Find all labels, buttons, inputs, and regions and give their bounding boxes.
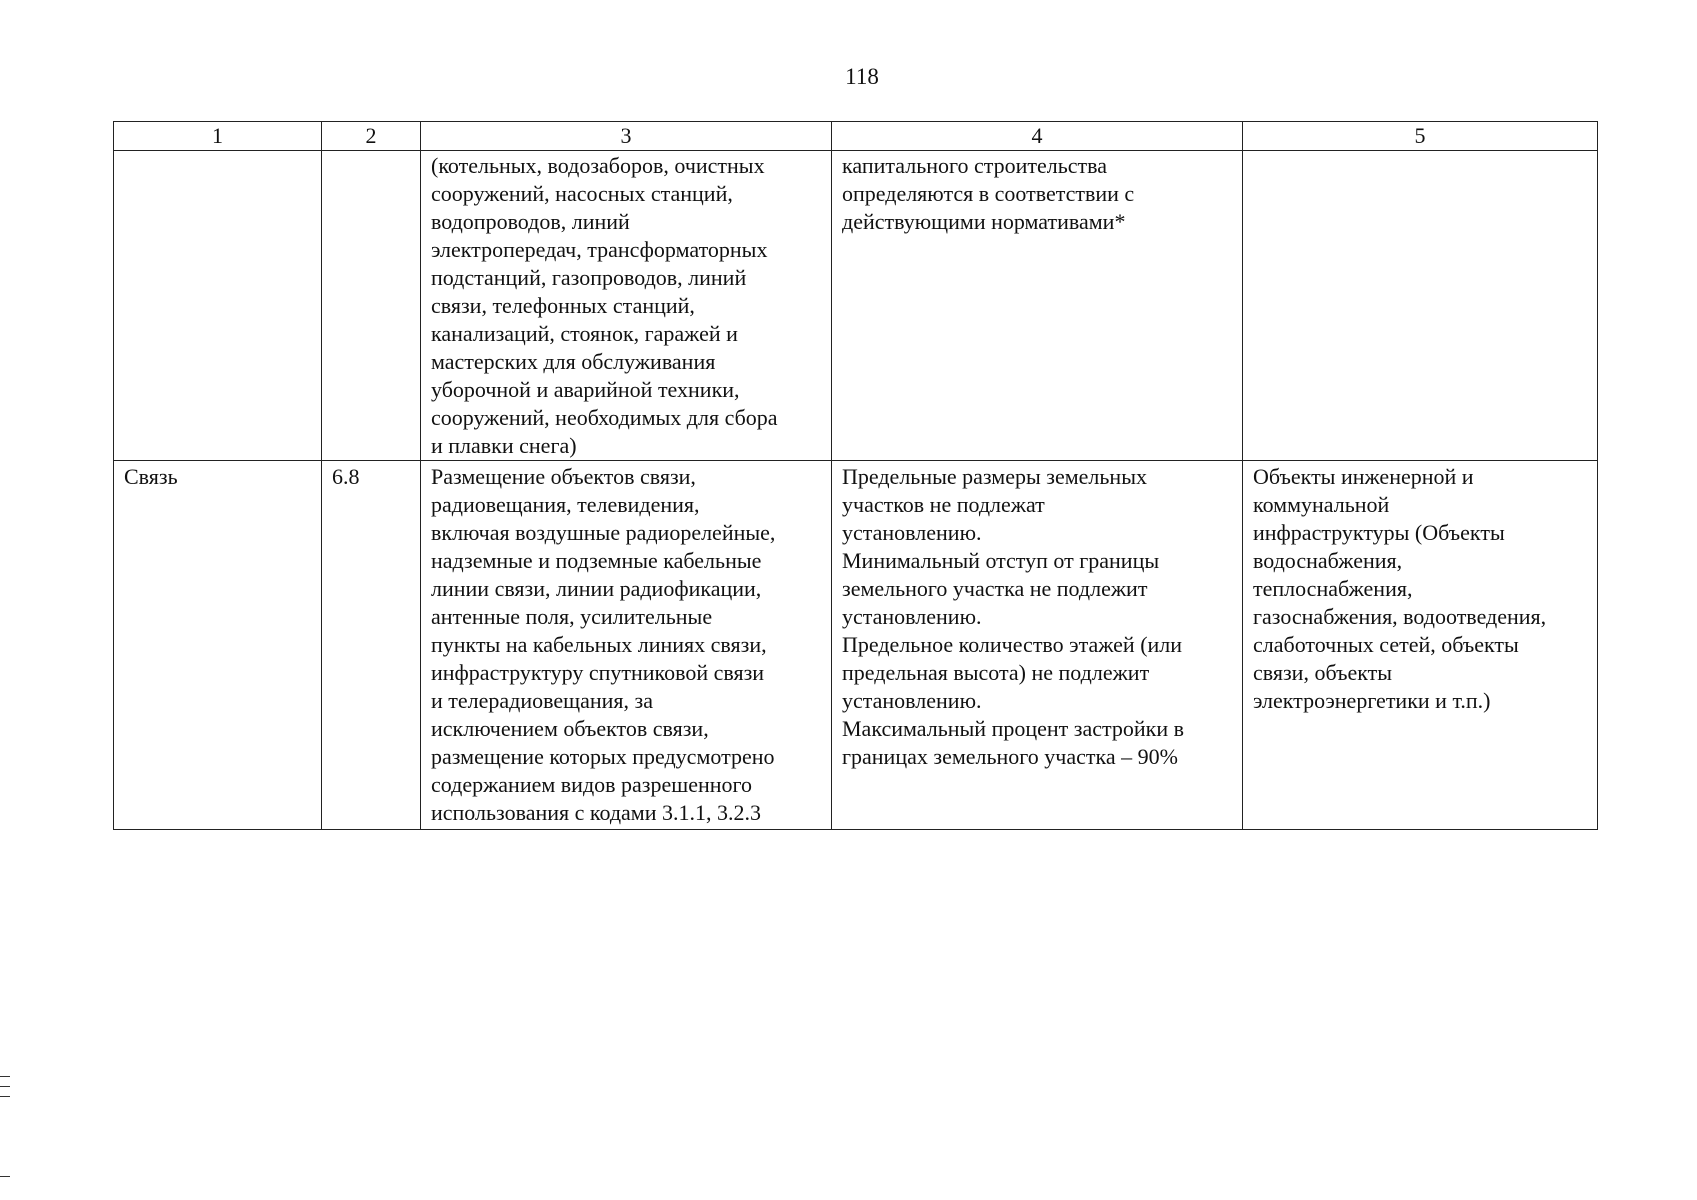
cell-text: 6.8 [332, 464, 360, 489]
table-cell-auxiliary [1243, 461, 1598, 830]
scan-artifact-line [0, 1176, 10, 1177]
table-cell-description [421, 151, 832, 461]
column-header-5: 5 [1243, 122, 1598, 151]
cell-text: капитального строительства определяются в соответствии с действующими нормативами* [842, 153, 1135, 234]
column-header-3: 3 [421, 122, 832, 151]
table-header-row [114, 122, 1598, 151]
scan-artifact-line [0, 1076, 10, 1077]
cell-text: Связь [124, 464, 178, 489]
table-cell-parameters [832, 151, 1243, 461]
table-cell-parameters [832, 461, 1243, 830]
cell-text: Объекты инженерной и коммунальной инфраструктуры (Объекты водоснабжения, теплоснабжения, газоснабжения, водоотведения, слаботочных сетей, объекты связи, объекты электроэнергетики и т.п.) [1253, 464, 1547, 713]
table-cell-description [421, 461, 832, 830]
cell-text: (котельных, водозаборов, очистных сооружений, насосных станций, водопроводов, линий электропередач, трансформаторных подстанций, газопроводов, линий связи, телефонных станций, канализаций, стоянок, гаражей и мастерских для обслуживания уборочной и аварийной техники, сооружений, необходимых для сбора и плавки снега) [431, 153, 778, 458]
table-cell-name [114, 151, 322, 461]
table-cell-auxiliary [1243, 151, 1598, 461]
scan-artifact-line [0, 1096, 10, 1097]
cell-text: Размещение объектов связи, радиовещания, телевидения, включая воздушные радиорелейные, надземные и подземные кабельные линии связи, линии радиофикации, антенные поля, усилительные пункты на кабельных линиях связи, инфраструктуру спутниковой связи и телерадиовещания, за исключением объектов связи, размещение которых предусмотрено содержанием видов разрешенного использования с кодами 3.1.1, 3.2.3 [431, 464, 776, 825]
table-cell-code [322, 461, 421, 830]
table-cell-name [114, 461, 322, 830]
document-table [113, 121, 1598, 830]
column-header-2: 2 [322, 122, 421, 151]
column-header-1: 1 [114, 122, 322, 151]
table-cell-code [322, 151, 421, 461]
scan-artifact-line [0, 1086, 10, 1087]
cell-text: Предельные размеры земельных участков не подлежат установлению. Минимальный отступ от границы земельного участка не подлежит установлению. Предельное количество этажей (или предельная высота) не подлежит установлению. Максимальный процент застройки в границах земельного участка – 90% [842, 464, 1184, 769]
table-row [114, 151, 1598, 461]
page-number: 118 [845, 64, 879, 89]
table-row [114, 461, 1598, 830]
column-header-4: 4 [832, 122, 1243, 151]
